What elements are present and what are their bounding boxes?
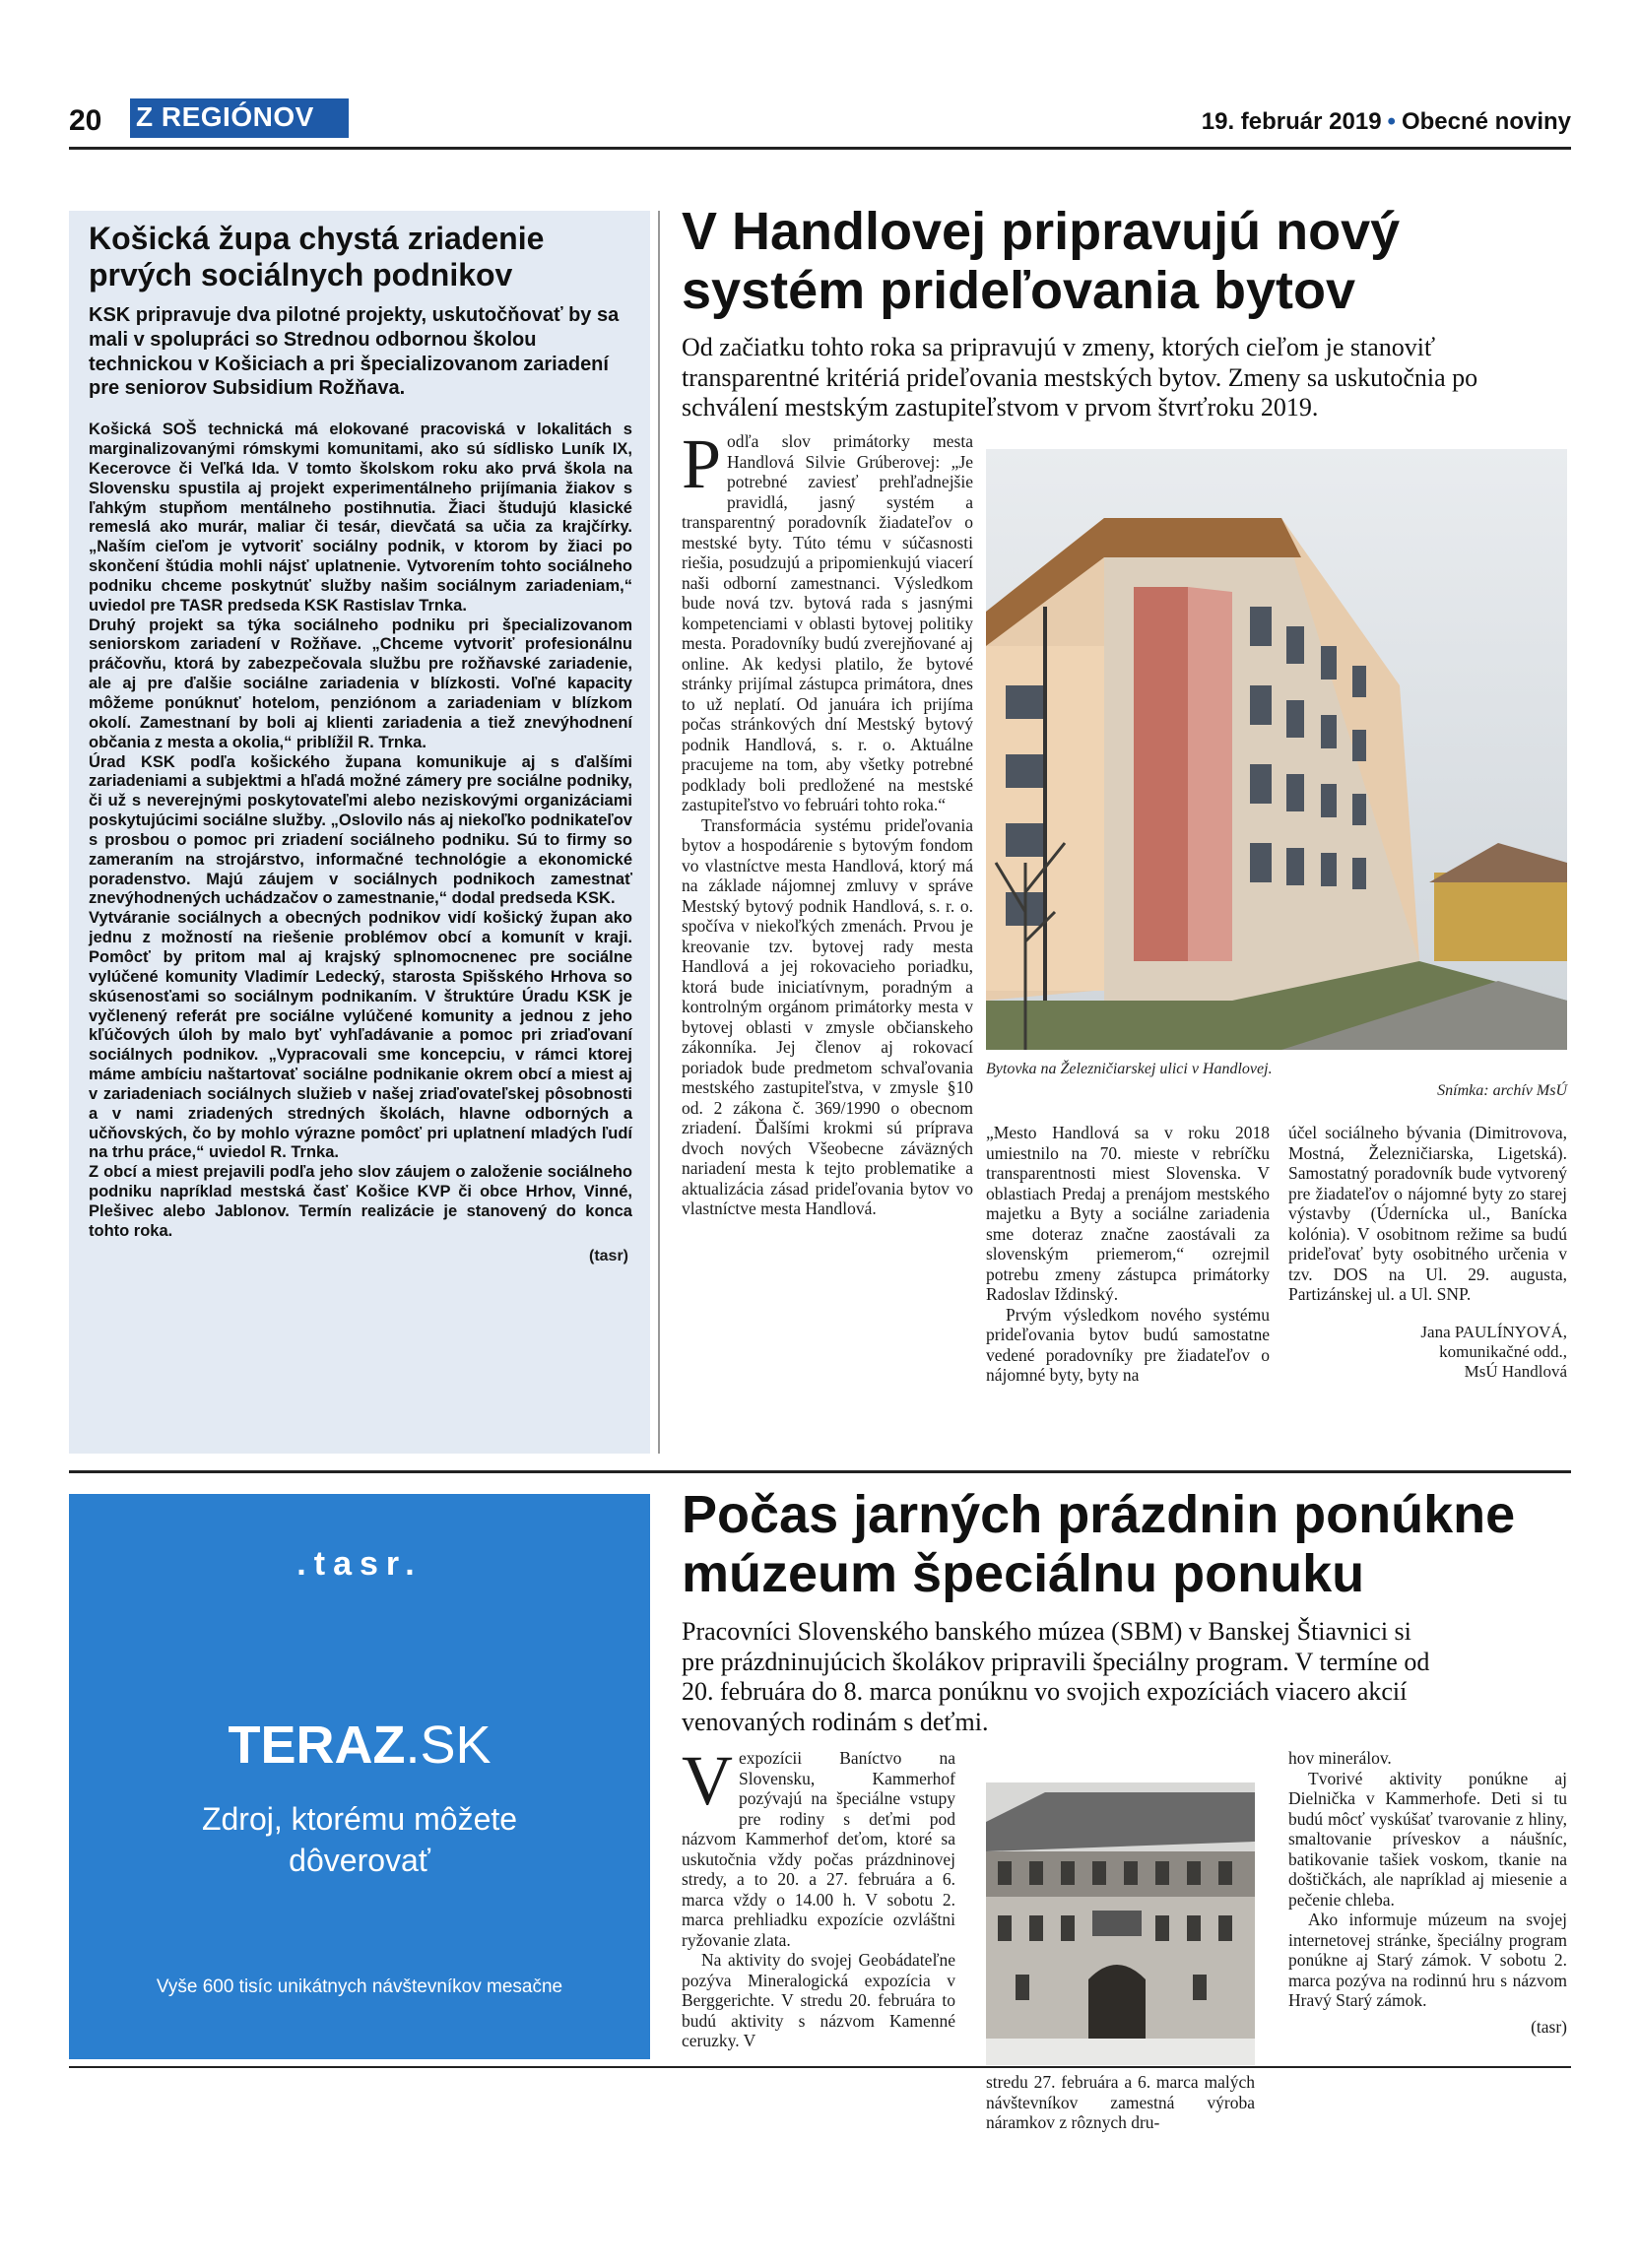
- museum-building-photo: [986, 1782, 1255, 2065]
- sidebar-paragraph: Z obcí a miest prejavili podľa jeho slov záujem o založenie sociálneho podniku napríklad mestská časť Košice KVP či obce Hrhov, Vinné, Plešivec alebo Jablonov. Termín realizácie je stanovený do konca tohto roka.: [89, 1163, 632, 1240]
- header-divider: [69, 147, 1571, 150]
- ad-tagline: Zdroj, ktorému môžete: [201, 1801, 518, 1837]
- article-title: Počas jarných prázdnin ponúkne múzeum špeciálnu ponuku: [682, 1485, 1516, 1603]
- article-column: [682, 1741, 955, 2051]
- logo-main: TERAZ: [228, 1716, 406, 1775]
- section-divider: [69, 1470, 1571, 1473]
- apartment-building-photo: [986, 449, 1567, 1050]
- article-paragraph: odľa slov primátorky mesta Handlová Silvie Grúberovej: „Je potrebné zaviesť prehľadnejšie pravidlá, jasný systém a transparentný poradovník žiadateľov o mestské byty. Túto tému v súčasnosti riešia, posudzujú a pripomienkujú viacerí naši odborní zamestnanci. Výsledkom bude nová tzv. bytová rada s jasnými kompetenciami v oblasti bytovej politiky mesta. Poradovníky budú zverejňované aj online. Ak kedysi platilo, že bytové stránky prijímal zástupca primátora, dnes to už neplatí. Od januára ich prijíma počas stránkových dní Mestský bytový podnik Handlová, s. r. o. Aktuálne pracujeme na tom, aby všetky potrebné podklady boli predložené na mestské zastupiteľstvo vo februári tohto roka.“: [682, 431, 973, 814]
- article-paragraph: Prvým výsledkom nového systému prideľovania bytov budú samostatne vedené poradovníky pre žiadateľov o nájomné byty, byty na: [986, 1304, 1270, 1385]
- section-label: Z REGIÓNOV: [130, 98, 349, 138]
- article-column: [986, 1123, 1270, 1386]
- sidebar-paragraph: Vytváranie sociálnych a obecných podnikov vidí košický župan ako jednu z možností na riešenie problémov obcí a komunít v kraji. Pomôcť by pritom mal aj krajský splnomocnenec pre sociálne vylúčené komunity Vladimír Ledecký, starosta Spišského Hrhova so skúsenosťami so sociálnym podnikaním. V štruktúre Úradu KSK je vyčlenený referát pre sociálne vylúčené komunity a jednou z jeho kľúčových úloh by malo byť vyhľadávanie a pomoc pri zriaďovaní sociálnych podnikov. „Vypracovali sme koncepciu, v rámci ktorej máme ambíciu naštartovať sociálne podnikanie okrem obcí a miest aj v zariadeniach sociálnych služieb v našej zriaďovateľskej pôsobnosti a v nami zriadených stredných školách, hlavne odborných a učňovských, čo by mohlo výrazne pomôcť pri uplatnení mladých ľudí na trhu práce,“ uviedol R. Trnka.: [89, 909, 632, 1162]
- drop-cap: V: [682, 1741, 733, 1820]
- issue-info: [1202, 108, 1571, 136]
- article-paragraph: hov minerálov.: [1288, 1748, 1392, 1768]
- sidebar-title: Košická župa chystá zriadenie prvých sociálnych podnikov: [89, 221, 545, 292]
- article-signature: [1288, 1323, 1567, 1382]
- sidebar-paragraph: Košická SOŠ technická má elokované pracoviská v lokalitách s marginalizovanými rómskymi komunitami, ako sú sídlisko Luník IX, Kecerovce či Veľká Ida. V tomto školskom roku ako prvá škola na Slovensku spustila aj projekt experimentálneho prijímania žiakov s ľahkým stupňom mentálneho postihnutia. Žiaci študujú klasické remeslá ako murár, maliar či tesár, dievčatá sa učia za krajčírky. „Naším cieľom je vytvoriť sociálny podnik, v ktorom by žiaci po skončení štúdia mohli nájsť uplatnenie. Vytvorením tohto sociálneho podniku chceme poskytnúť služby našim sociálnym zariadeniam,“ uviedol pre TASR predseda KSK Rastislav Trnka.: [89, 421, 632, 615]
- column-divider: [658, 211, 660, 1454]
- article-lead: Od začiatku tohto roka sa pripravujú v zmeny, ktorých cieľom je stanoviť transparentné kritériá prideľovania mestských bytov. Zmeny sa uskutočnia po schválení mestským zastupiteľstvom v prvom štvrťroku 2019.: [682, 333, 1478, 421]
- bottom-divider: [69, 2066, 1571, 2068]
- article-column: [986, 2072, 1255, 2133]
- signature-line: Jana PAULÍNYOVÁ,: [1420, 1322, 1567, 1341]
- sidebar-paragraph: Úrad KSK podľa košického župana komunikuje aj s ďalšími zariadeniami a subjektmi a hľadá možné zámery pre sociálne podniky, či už s neverejnými poskytovateľmi alebo neziskovými organizáciami poskytujúcimi sociálne služby. „Oslovilo nás aj niekoľko podnikateľov s prosbou o pomoc pri zriadení sociálneho podniku. Sú to firmy so zameraním na strojárstvo, informačné technológie a ekonomické poradenstvo. Majú záujem v sociálnych podnikoch zamestnať znevýhodnených uchádzačov o zamestnanie,“ dodal predseda KSK.: [89, 752, 632, 908]
- article-lead: Pracovníci Slovenského banského múzea (SBM) v Banskej Štiavnici si pre prázdninujúcich školákov pripravili špeciálny program. V termíne od 20. februára do 8. marca ponúknu vo svojich expozíciách viacero akcií venovaných rodinám s deťmi.: [682, 1617, 1430, 1736]
- page-number: 20: [69, 104, 102, 137]
- article-signature: (tasr): [1531, 2016, 1567, 2037]
- article-paragraph: účel sociálneho bývania (Dimitrovova, Mostná, Železničiarska, Ligetská). Samostatný poradovník bude vytvorený pre žiadateľov o nájomné byty zo starej výstavby (Údernícka ul., Banícka kolónia). V osobitnom režime sa budú prideľovať byty osobitného určenia v tzv. DOS na Ul. 29. augusta, Partizánskej ul. a Ul. SNP.: [1288, 1123, 1567, 1304]
- signature-line: MsÚ Handlová: [1464, 1361, 1567, 1381]
- article-paragraph: „Mesto Handlová sa v roku 2018 umiestnilo na 70. mieste v rebríčku transparentnosti miest Slovenska. V oblastiach Predaj a prenájom mestského majetku a Byty a sociálne zariadenia sme doteraz značne zaostávali za slovenským priemerom,“ ozrejmil potrebu zmeny zástupca primátorky Radoslav Iždinský.: [986, 1123, 1270, 1304]
- sidebar-body: [89, 421, 632, 1241]
- article-paragraph: Ako informuje múzeum na svojej internetovej stránke, špeciálny program ponúkne aj Starý zámok. V sobotu 2. marca pozýva na rodinnú hru s názvom Hravý Starý zámok.: [1288, 1910, 1567, 2010]
- sidebar-signature: (tasr): [588, 1247, 628, 1264]
- caption-text: Bytovka na Železničiarskej ulici v Handlovej.: [986, 1061, 1273, 1077]
- ad-brand: .tasr.: [296, 1545, 423, 1583]
- photo-illustration: [986, 449, 1567, 1050]
- signature-line: komunikačné odd.,: [1439, 1341, 1567, 1361]
- ad-tagline: dôverovať: [289, 1843, 430, 1878]
- photo-illustration: [986, 1782, 1255, 2065]
- photo-credit: Snímka: archív MsÚ: [1437, 1082, 1567, 1099]
- issue-date: 19. február 2019: [1201, 108, 1382, 135]
- drop-cap: P: [682, 424, 722, 503]
- bullet-icon: •: [1387, 108, 1396, 135]
- article-column: [682, 424, 973, 1219]
- article-paragraph: expozícii Baníctvo na Slovensku, Kammerhof pozývajú na špeciálne vstupy pre rodiny s deťmi pod názvom Kammerhof deťom, ktoré sa uskutočnia vždy počas prázdninovej stredy, a to 20. a 27. februára a 6. marca vždy o 14.00 h. V sobotu 2. marca prehliadku expozície ozvláštni ryžovanie zlata.: [682, 1748, 955, 1950]
- teraz-logo: [69, 1715, 650, 1776]
- article-paragraph: Na aktivity do svojej Geobádateľne pozýva Mineralogická expozícia v Berggerichte. V stredu 20. februára to budú aktivity s názvom Kamenné ceruzky. V: [682, 1950, 955, 2050]
- article-column: [1288, 1123, 1567, 1382]
- article-column: [1288, 1748, 1567, 2037]
- logo-suffix: .SK: [405, 1716, 492, 1775]
- tasr-advertisement[interactable]: [69, 1494, 650, 2059]
- sidebar-lead: KSK pripravuje dva pilotné projekty, uskutočňovať by sa mali v spolupráci so Strednou odbornou školou technickou v Košiciach a pri špecializovanom zariadení pre seniorov Subsidium Rožňava.: [89, 304, 620, 400]
- sidebar-article: [69, 211, 650, 1454]
- article-paragraph: Transformácia systému prideľovania bytov a hospodárenie s bytovým fondom vo vlastníctve mesta Handlová, ktorý má na základe nájomnej zmluvy v správe Mestský bytový podnik Handlová, s. r. o. spočíva v niekoľkých zmenách. Prvou je kreovanie tzv. bytovej rady mesta Handlová a jej rokovacieho poriadku, ktorá bude iniciatívnym, poradným a kontrolným orgánom primátorky mesta v bytovej oblasti v zmysle občianskeho zákonníka. Jej členov aj rokovací poriadok bude predmetom schvaľovania mestského zastupiteľstva, v zmysle §10 od. 2 zákona č. 369/1990 o obecnom zriadení. Ďalšími krokmi sú príprava dvoch nových Všeobecne záväzných nariadení mesta k tejto problematike a aktualizácia zásad prideľovania bytov vo vlastníctve mesta Handlová.: [682, 814, 973, 1218]
- ad-footer: Vyše 600 tisíc unikátnych návštevníkov mesačne: [156, 1976, 563, 1997]
- sidebar-paragraph: Druhý projekt sa týka sociálneho podniku pri špecializovanom seniorskom zariadení v Rožňave. „Chceme vytvoriť profesionálnu práčovňu, ktorá by zabezpečovala službu pre rožňavské zariadenie, ale aj pre ďalšie sociálne zariadenia v blízkosti. Voľné kapacity môžeme ponúknuť hotelom, penziónom a zariadeniam v blízkom okolí. Zamestnaní by boli aj klienti zariadenia a tiež znevýhodnení občania z mesta a okolia,“ priblížil R. Trnka.: [89, 616, 632, 751]
- photo-caption: [986, 1061, 1567, 1099]
- article-paragraph: stredu 27. februára a 6. marca malých návštevníkov zamestná výroba náramkov z rôznych dru-: [986, 2072, 1255, 2132]
- publication-name: Obecné noviny: [1401, 108, 1571, 135]
- article-title: V Handlovej pripravujú nový systém prideľovania bytov: [682, 202, 1401, 320]
- article-paragraph: Tvorivé aktivity ponúkne aj Dielnička v Kammerhofe. Deti si tu budú môcť vyskúšať tvarovanie z hliny, smaltovanie príveskov a náušníc, batikovanie tašiek voskom, tkanie na doštičkách, ale napríklad aj miesenie a pečenie chleba.: [1288, 1768, 1567, 1910]
